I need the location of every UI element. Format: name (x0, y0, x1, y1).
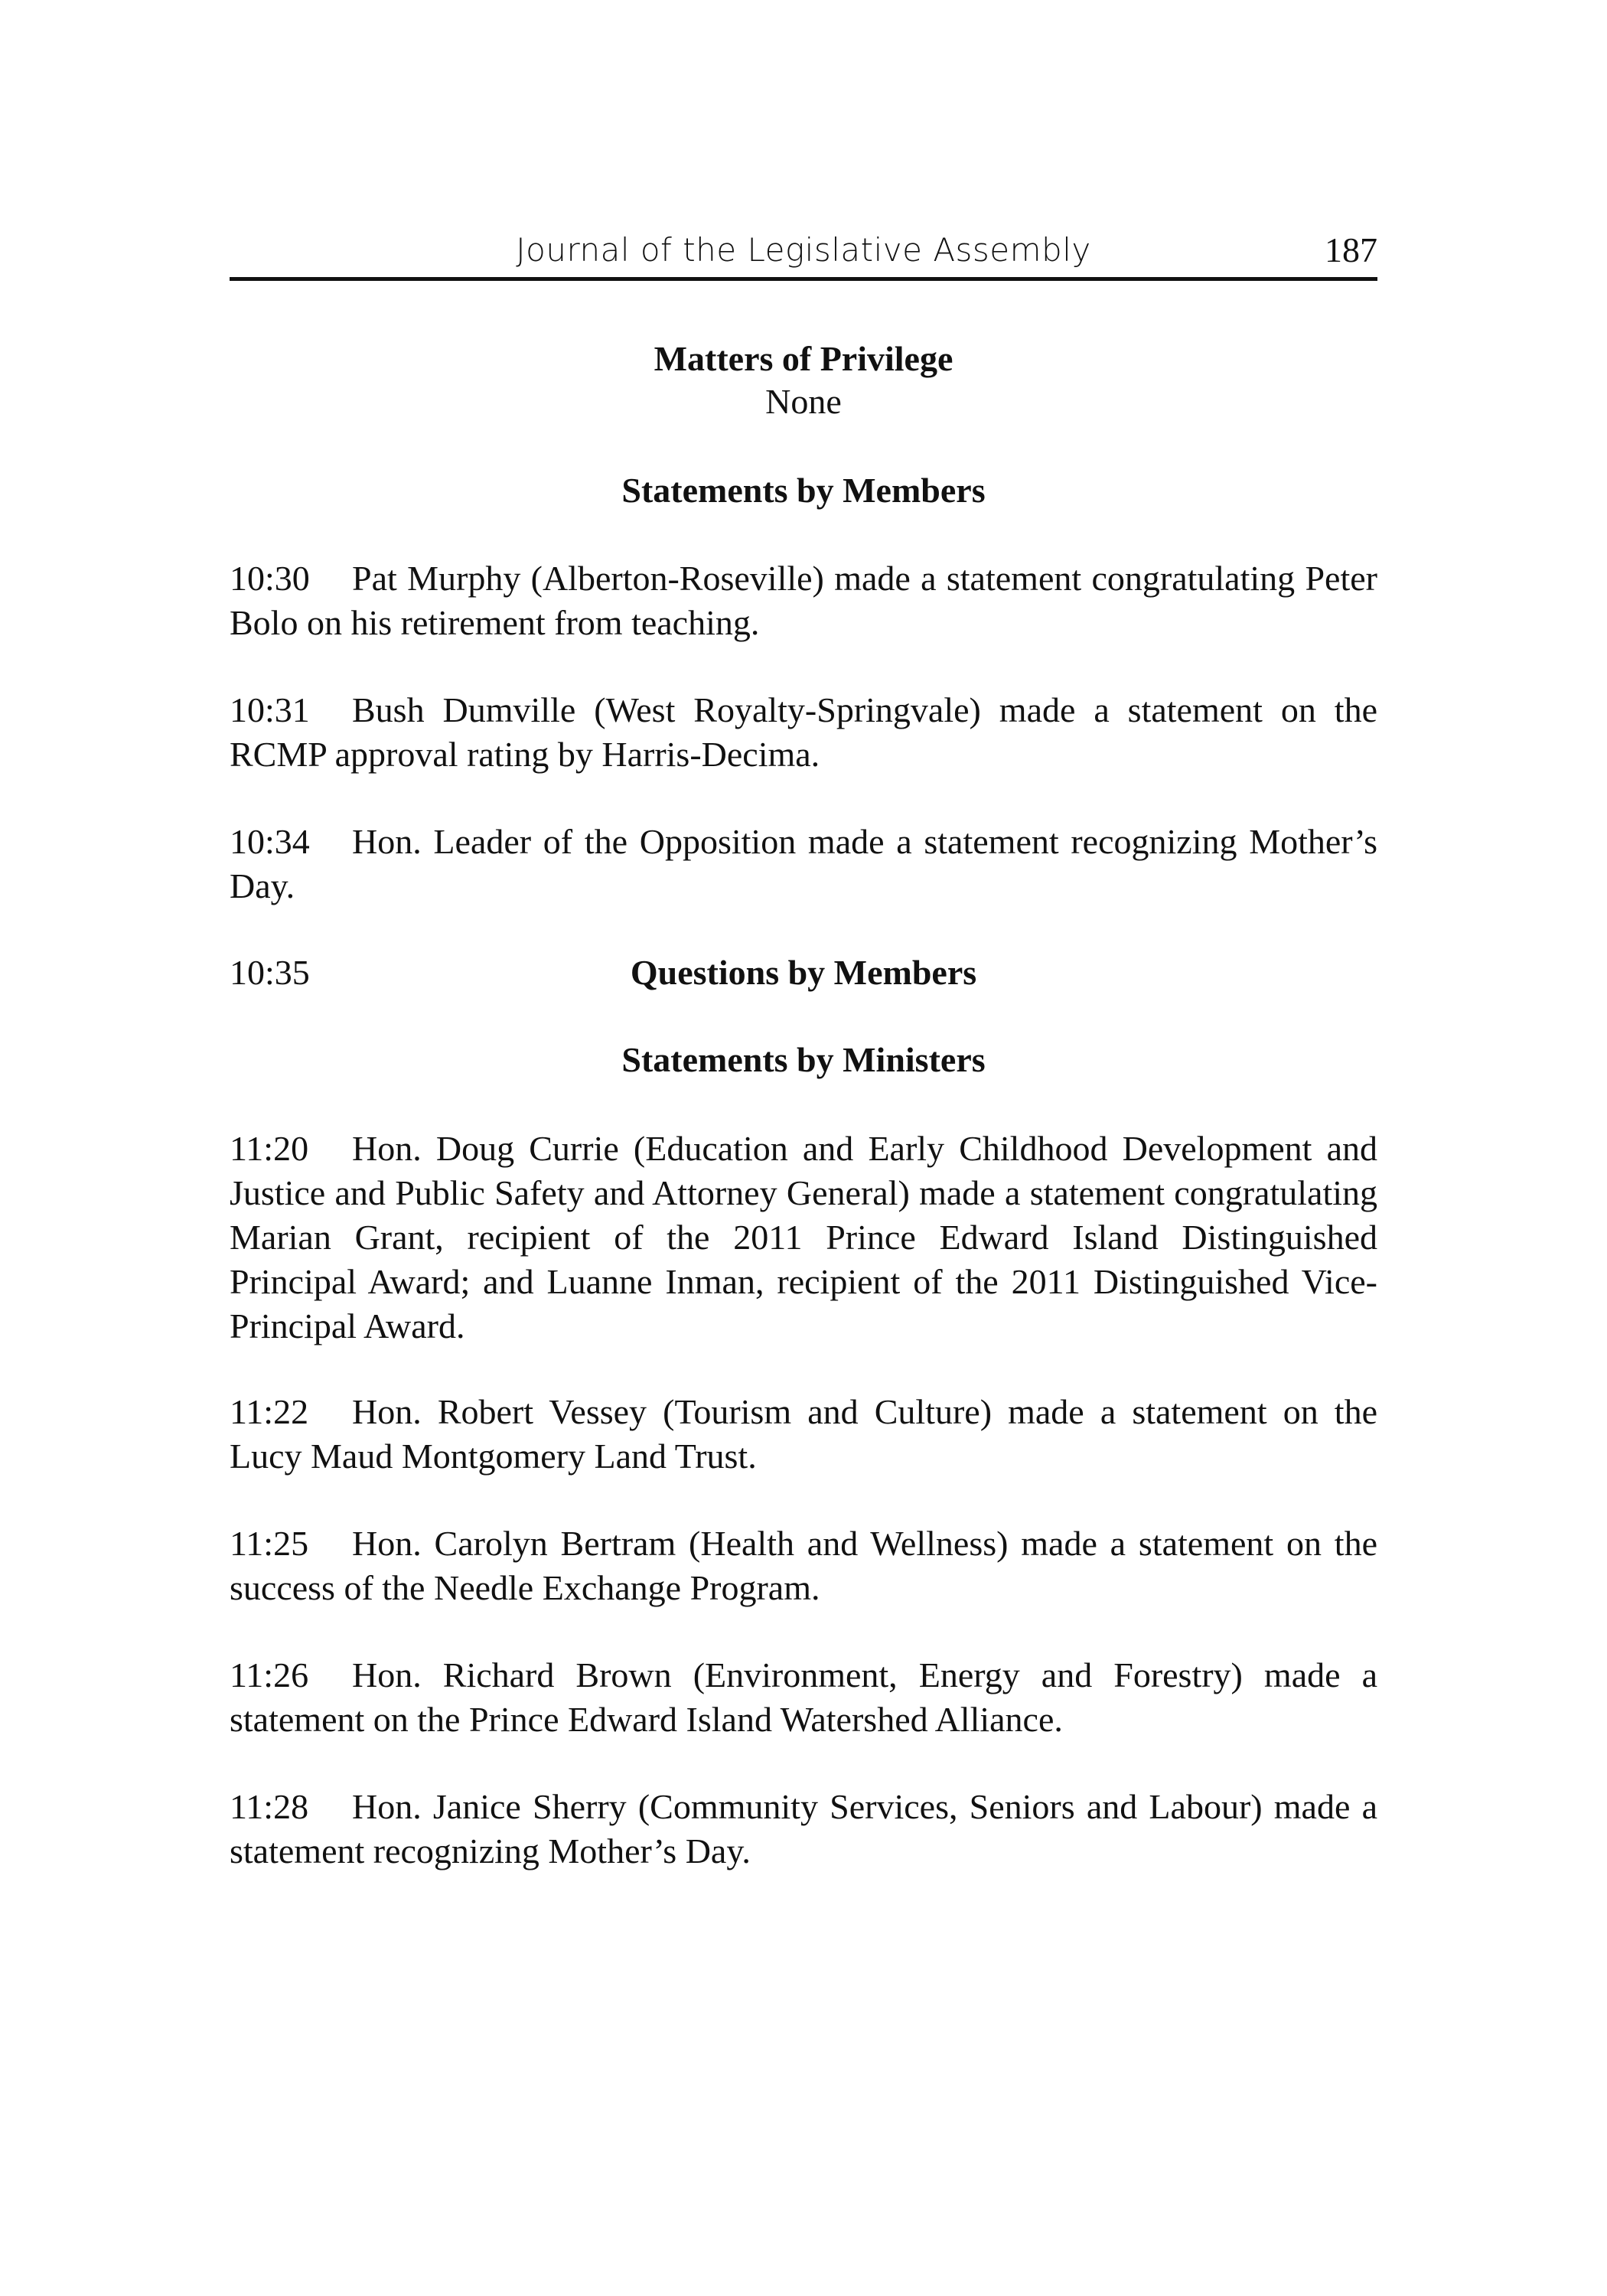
entry-time: 11:26 (230, 1655, 309, 1694)
heading-matters-of-privilege: Matters of Privilege (654, 339, 953, 378)
minister-statement-entry (230, 1390, 1377, 1479)
entry-text: Bush Dumville (West Royalty-Springvale) made a statement on the RCMP approval rating by Harris-Decima. (230, 690, 1377, 774)
heading-statements-by-members: Statements by Members (621, 471, 986, 510)
heading-questions-by-members: Questions by Members (630, 953, 977, 992)
heading-statements-by-ministers: Statements by Ministers (621, 1040, 986, 1079)
entry-time: 11:25 (230, 1524, 309, 1563)
minister-statement-entry (230, 1127, 1377, 1349)
entry-text: Pat Murphy (Alberton-Roseville) made a statement congratulating Peter Bolo on his retirement from teaching. (230, 559, 1377, 642)
entry-text: Hon. Carolyn Bertram (Health and Wellness) made a statement on the success of the Needle Exchange Program. (230, 1524, 1377, 1607)
entry-text: Hon. Richard Brown (Environment, Energy and Forestry) made a statement on the Prince Edward Island Watershed Alliance. (230, 1655, 1377, 1739)
entry-time: 10:31 (230, 690, 310, 729)
page-number: 187 (1325, 230, 1377, 269)
member-statement-entry (230, 556, 1377, 645)
minister-statement-entry (230, 1521, 1377, 1610)
entry-time: 11:28 (230, 1787, 309, 1826)
entry-text: Hon. Janice Sherry (Community Services, Seniors and Labour) made a statement recognizing Mother’s Day. (230, 1787, 1377, 1870)
minister-statement-entry (230, 1785, 1377, 1874)
member-statement-entry (230, 688, 1377, 777)
privilege-none-note: None (765, 382, 842, 421)
entry-text: Hon. Robert Vessey (Tourism and Culture) made a statement on the Lucy Maud Montgomery Land Trust. (230, 1392, 1377, 1476)
entry-time: 11:20 (230, 1129, 309, 1168)
entry-time: 11:22 (230, 1392, 309, 1431)
journal-page (230, 0, 1377, 2296)
entry-text: Hon. Leader of the Opposition made a statement recognizing Mother’s Day. (230, 822, 1377, 905)
journal-title: Journal of the Legislative Assembly (516, 231, 1091, 269)
running-header (230, 228, 1377, 281)
entry-time: 10:34 (230, 822, 310, 861)
questions-time: 10:35 (230, 953, 310, 992)
entry-text: Hon. Doug Currie (Education and Early Childhood Development and Justice and Public Safety and Attorney General) made a statement congratulating Marian Grant, recipient of the 2011 Prince Edward Island Distinguished Principal Award; and Luanne Inman, recipient of the 2011 Distinguished Vice-Principal Award. (230, 1129, 1377, 1345)
entry-time: 10:30 (230, 559, 310, 598)
minister-statement-entry (230, 1653, 1377, 1742)
member-statement-entry (230, 820, 1377, 908)
